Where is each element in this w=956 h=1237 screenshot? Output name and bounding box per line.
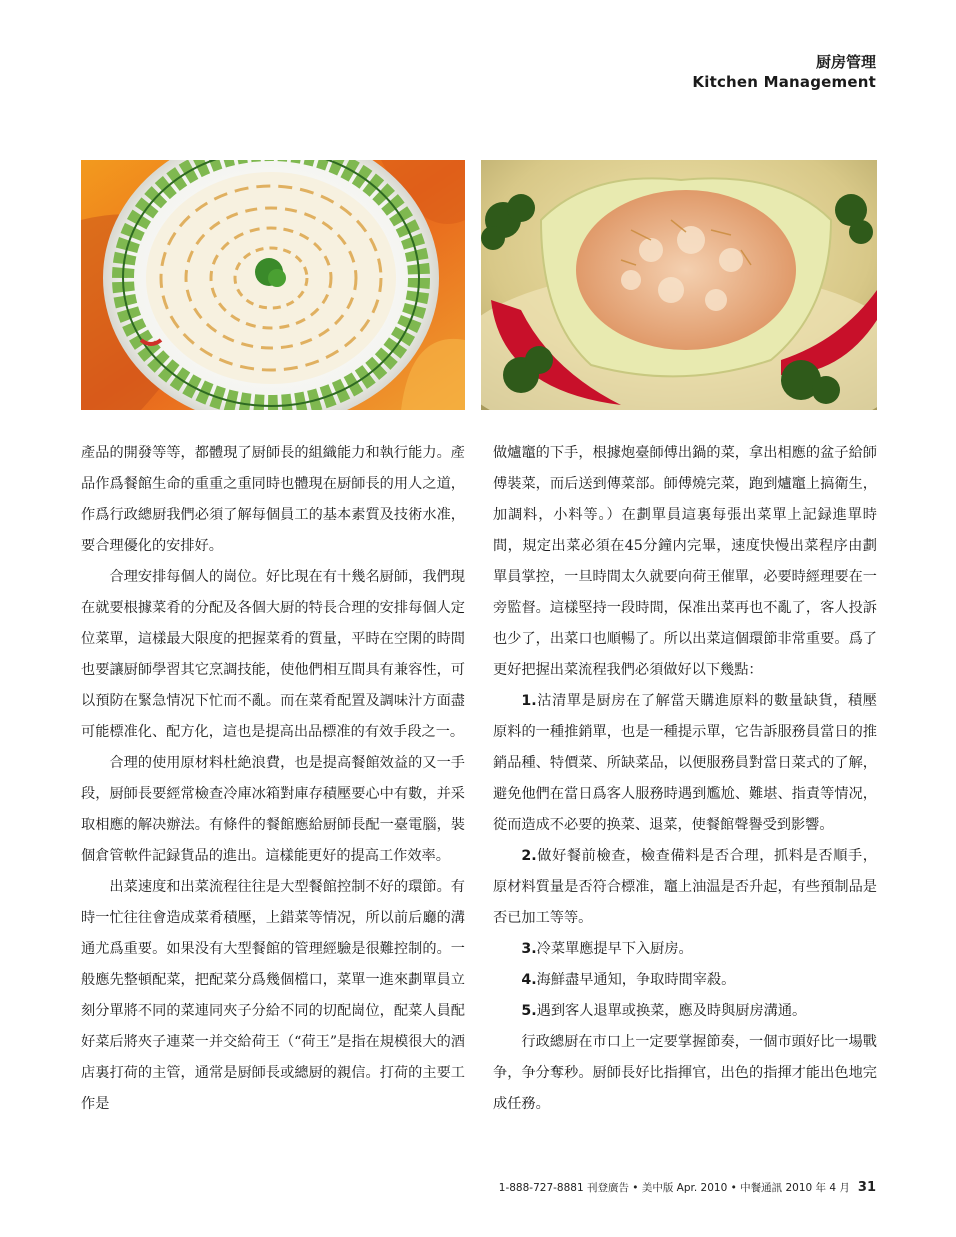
- list-item: 4.海鮮盡早通知，争取時間宰殺。: [521, 972, 736, 988]
- list-item: 2.做好餐前檢查，檢查備料是否合理，抓料是否順手，原材料質量是否符合標准，竈上油温是否升起，有些預制品是否已加工等等。: [493, 848, 877, 926]
- paragraph: 產品的開發等等，都體現了厨師長的組織能力和執行能力。產品作爲餐館生命的重重之重同時也體現在厨師長的用人之道，作爲行政總厨我們必須了解每個員工的基本素質及技術水准，要合理優化的安排好。: [81, 445, 465, 554]
- section-title-zh: 厨房管理: [815, 53, 876, 71]
- list-item: 5.遇到客人退單或换菜，應及時與厨房溝通。: [521, 1003, 807, 1019]
- paragraph: 出菜速度和出菜流程往往是大型餐館控制不好的環節。有時一忙往往會造成菜肴積壓，上錯菜等情况，所以前后廳的溝通尤爲重要。如果没有大型餐館的管理經驗是很難控制的。一般應先整頓配菜，把配菜分爲幾個檔口，菜單一進來劃單員立刻分單將不同的菜連同夾子分給不同的切配崗位，配菜人員配好菜后將夾子連菜一并交給荷王（“荷王”是指在規模很大的酒店裏打荷的主管，通常是厨師長或總厨的親信。打荷的主要工作是: [81, 879, 465, 1112]
- section-title-en: Kitchen Management: [692, 73, 876, 91]
- article-column-left: [81, 438, 465, 1120]
- dish-photo-sliced-plate: [81, 160, 465, 410]
- list-item: 1.沽清單是厨房在了解當天購進原料的數量缺貨，積壓原料的一種推銷單，也是一種提示單，它告訴服務員當日的推銷品種、特價菜、所缺菜品，以便服務員對當日菜式的了解，避免他們在當日爲客人服務時遇到尷尬、難堪、指責等情况，從而造成不必要的换菜、退菜，使餐館聲譽受到影響。: [493, 693, 877, 833]
- list-item: 3.冷菜單應提早下入厨房。: [521, 941, 693, 957]
- page-footer: [499, 1180, 876, 1195]
- article-column-right: [493, 438, 877, 1120]
- footer-text: 1-888-727-8881 刊登廣告 • 美中版 Apr. 2010 • 中餐通訊 2010 年 4 月: [498, 1182, 850, 1194]
- dish-photo-shrimp-cup: [481, 160, 877, 410]
- paragraph: 做爐竈的下手，根據炮臺師傅出鍋的菜，拿出相應的盆子給師傅裝菜，而后送到傳菜部。師傅燒完菜，跑到爐竈上搞衛生，加調料，小料等。）在劃單員這裏每張出菜單上記録進單時間，規定出菜必須在45分鐘内完畢，速度快慢出菜程序由劃單員掌控，一旦時間太久就要向荷王催單，必要時經理要在一旁監督。這樣堅持一段時間，保准出菜再也不亂了，客人投訴也少了，出菜口也順暢了。所以出菜這個環節非常重要。爲了更好把握出菜流程我們必須做好以下幾點：: [493, 445, 877, 678]
- paragraph: 合理安排每個人的崗位。好比現在有十幾名厨師，我們現在就要根據菜肴的分配及各個大厨的特長合理的安排每個人定位菜單，這樣最大限度的把握菜肴的質量，平時在空閑的時間也要讓厨師學習其它烹調技能，使他們相互間具有兼容性，可以預防在緊急情况下忙而不亂。而在菜肴配置及調味汁方面盡可能標准化、配方化，這也是提高出品標准的有效手段之一。: [81, 569, 465, 740]
- section-header: [692, 52, 876, 92]
- paragraph: 行政總厨在市口上一定要掌握節奏，一個市頭好比一場戰争，争分奪秒。厨師長好比指揮官，出色的指揮才能出色地完成任務。: [493, 1034, 877, 1112]
- paragraph: 合理的使用原材料杜絶浪費，也是提高餐館效益的又一手段，厨師長要經常檢查冷庫冰箱對庫存積壓要心中有數，并采取相應的解决辦法。有條件的餐館應給厨師長配一臺電腦，裝個倉管軟件記録貨品的進出。這樣能更好的提高工作效率。: [81, 755, 465, 864]
- page-number: 31: [857, 1180, 876, 1195]
